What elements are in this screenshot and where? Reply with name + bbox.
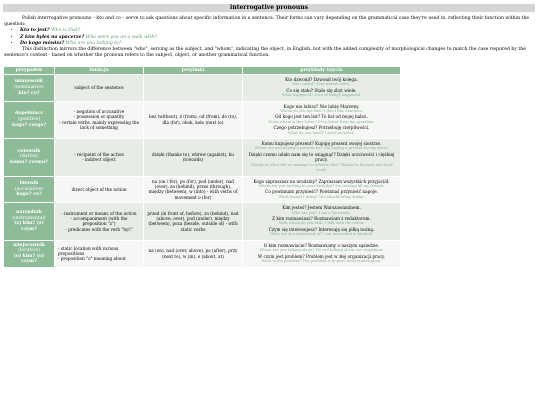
example-translation: Whom are you inviting to your birthday? I'm inviting all my friends. [258,183,385,188]
case-forms: kogo? co? [16,192,42,198]
example-polish: Komu kupujesz prezent? Kupuję prezent swojej siostrze. [261,141,382,147]
case-cell [4,101,55,138]
prepositions-cell: dzięki (thanks to), wbrew (against), ku (towards) [144,139,243,176]
example-polish: Kto dzwonił? Dzwonił twój kolega. [285,77,358,82]
examples-cell [243,101,401,138]
table-row [4,101,401,138]
examples-cell [243,176,401,203]
function-cell [55,101,144,138]
case-cell [4,139,55,176]
example-polish: Kto to jest? [20,28,50,34]
examples-cell [243,240,401,267]
function-cell [55,240,144,267]
case-forms: (z) kim? (z) czym? [14,221,44,232]
example-polish: Dzięki czemu udało nam się to osiągnąć? Dzięki uczciwości i ciężkiej pracy. [248,151,395,163]
example-polish: Kogo nie lubisz? Nie lubię Marzeny. [283,103,360,109]
example-polish: Z kim byłeś na spacerze? [20,34,85,40]
example-translation: Thanks to what did we manage to achieve this? Thanks to fairness and hard work. [250,162,393,173]
function-line: direct object of the action [71,186,127,192]
function-line: - static location with various prepositions [58,245,119,257]
case-latin: (locative) [18,248,40,254]
example-translation: With whom do you talk? I talk with the editor. [278,221,365,226]
function-line: - certain verbs, mainly expressing the lack of something [58,119,140,131]
example-list [4,28,536,47]
example-polish: Co powinnam przynieść? Powinnaś przynieść napoje. [265,189,378,195]
example-translation: Who were you on a walk with? [85,34,157,40]
example-translation: Who are you talking to? [65,40,122,46]
column-header-examples: przykłady użycia [243,67,401,75]
table-row [4,203,401,240]
column-header-prepositions: przyimki [144,67,243,75]
example-translation: What are you interested in? I am interested in football. [270,232,373,237]
case-latin: (nominative) [14,85,44,91]
example-polish: Od kogo jest ten list? To list od mojej babci. [275,114,368,120]
page-title: interrogative pronouns [3,4,535,12]
function-line: - possession or quantity [73,114,125,120]
example-translation: Who are you? I am a Varsovian. [292,210,351,215]
example-translation: Who is that? [51,28,81,34]
table-header-row [4,67,401,75]
case-latin: (genitive) [17,117,41,123]
prepositions-cell: bez (without), z (from), od (from), do (to), dla (for), obok, koło (next to) [144,101,243,138]
intro-section [4,16,536,59]
function-line: - preposition "o" meaning about [58,256,126,262]
example-translation: Whom are you buying a present for? I'm buying a present for my sister. [254,146,389,151]
example-polish: W czym jest problem? Problem jest w złej organizacji pracy. [257,253,386,259]
example-translation: From whom is this letter? It's a letter from my grandma. [268,119,375,124]
column-header-case: przypadek [4,67,55,75]
prepositions-cell: na (on), nad (over, above), po (after), przy (next to), w (in), o (about, at) [144,240,243,267]
case-forms: kto? co? [18,90,40,96]
case-forms: kogo? czego? [11,122,47,128]
function-line: - recipient of the action [74,151,124,157]
case-name: celownik [17,148,41,154]
examples-cell [243,203,401,240]
case-forms: (o) kim? (o) czym? [13,253,45,265]
case-cell [4,75,55,102]
example-translation: What happened? A lot of things happened. [281,93,362,98]
prepositions-cell: na (on / for), po (for), pod (under), nad (over), za (behind), przez (through), między (between), w (into) - with verbs of movement o (for) [144,176,243,203]
function-line: - negation of accusative [73,109,125,115]
table-body [4,75,401,268]
example-polish: Kim jesteś? Jestem Warszawianinem. [282,205,361,211]
case-name: biernik [19,180,39,186]
case-latin: (accusative) [14,186,44,192]
case-latin: (instrumental) [12,215,46,221]
intro-paragraph: Polish interrogative pronouns – kto and co – serve to ask questions about specific information in a sentence. Their forms can vary depending on the grammatical case they're used in, reflecting their function within the question: [4,16,530,28]
example-polish: O kim rozmawiacie? Rozmawiamy o naszym sąsiedzie. [263,242,380,248]
function-line: - accompaniment (with the preposition "z") [70,215,128,227]
example-translation: What do you need? I need patience. [288,130,355,135]
example-translation: What should I bring? You should bring drinks. [278,194,365,199]
case-name: mianownik [14,79,44,85]
example-polish: Z kim rozmawiasz? Rozmawiam z redaktorem. [272,215,371,221]
example-polish: Czym się interesujesz? Interesuję się piłką nożną. [268,226,375,232]
case-cell [4,203,55,240]
case-forms: komu? czemu? [10,160,48,166]
case-cell [4,240,55,267]
example-polish: Kogo zapraszasz na urodziny? Zapraszam wszystkich przyjaciół. [253,178,390,184]
function-line: - predicates with the verb "być" [65,226,133,232]
table-row [4,75,401,102]
example-translation: Whom do you not like? I don't like Marzena. [280,109,363,114]
case-latin: (dative) [20,154,38,160]
case-cell [4,176,55,203]
example-translation: What is the problem? The problem is in poor work organisation. [261,259,382,264]
example-polish: Czego potrzebujesz? Potrzebuję cierpliwości. [273,125,370,131]
prepositions-cell [144,75,243,102]
example-translation: Who called? Your friend called. [292,82,351,87]
function-cell [55,139,144,176]
example-polish: Co się stało? Stało się zbyt wiele. [286,87,357,93]
function-line: subject of the sentence [74,85,124,91]
function-cell [55,203,144,240]
function-cell [55,75,144,102]
function-line: - indirect object [82,157,116,163]
case-name: narzędnik [16,210,42,216]
example-polish: Do kogo mówisz? [20,40,65,46]
cases-table [3,66,401,268]
example-translation: Whom are you talking about? We are talking about our neighbour. [259,248,384,253]
function-line: - instrument or means of the action [61,210,137,216]
table-row [4,240,401,267]
prepositions-cell: przed (in front of, before), za (behind), nad (above, over), pod (under), między (between), poza (beside, outside of) - with static verbs [144,203,243,240]
case-name: miejscownik [13,242,45,248]
examples-cell [243,139,401,176]
table-row [4,139,401,176]
examples-cell [243,75,401,102]
table-row [4,176,401,203]
intro-paragraph: This distinction mirrors the difference between "who", serving as the subject, and "whom", indicating the object, in English, but with the added complexity of morphological changes to match the case required by the sentence's context - based on whether the pronoun refers to the subject, object, or another grammatical function. [4,47,526,59]
column-header-function: funkcja [55,67,144,75]
function-cell [55,176,144,203]
case-name: dopełniacz [15,111,43,117]
